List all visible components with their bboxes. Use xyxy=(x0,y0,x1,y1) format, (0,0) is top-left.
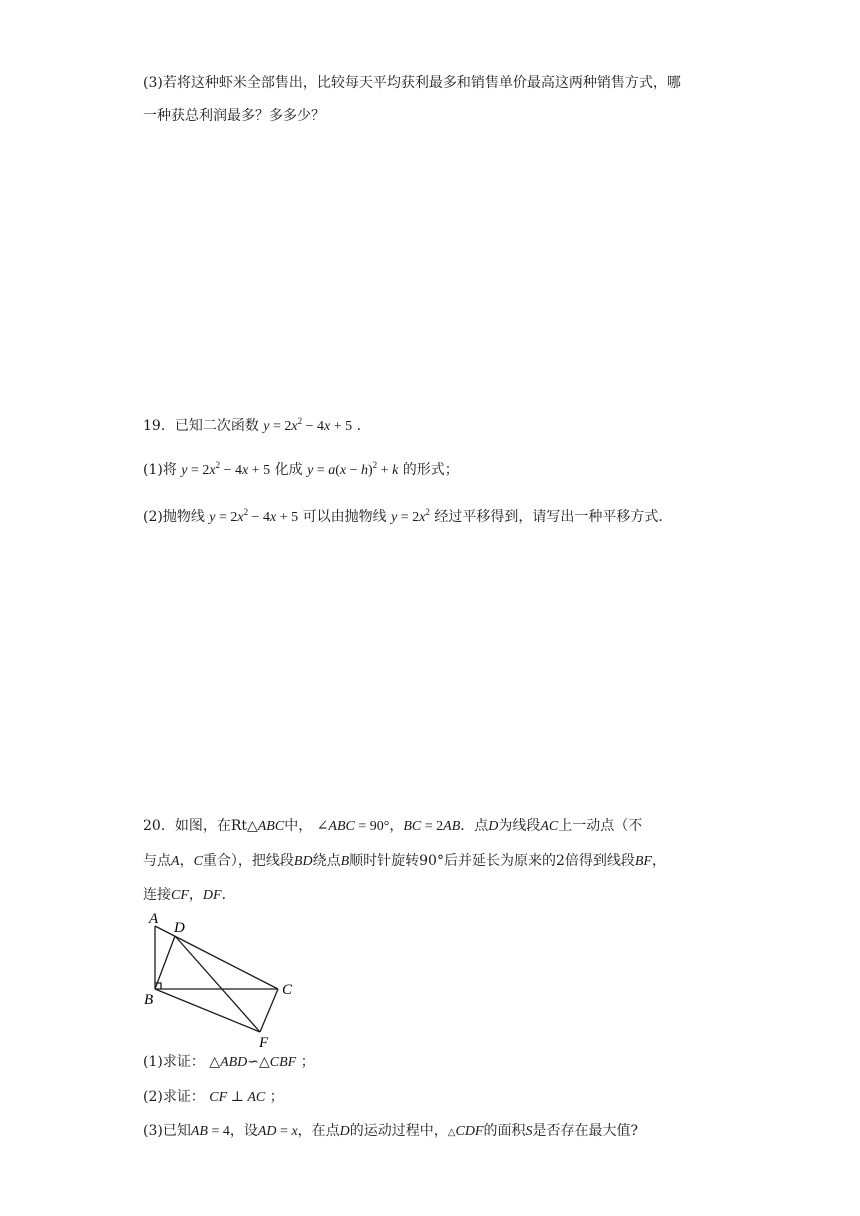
q20-geometry-figure xyxy=(140,908,310,1048)
segment-df xyxy=(175,936,260,1032)
label-f: F xyxy=(259,1035,269,1048)
q19-part2: (2)抛物线 $y = 2x^2 - 4x + 5$ 可以由抛物线 $y = 2x^2$ 经过平移得到，请写出一种平移方式． xyxy=(143,507,673,525)
q19-part1: (1)将 $y = 2x^2 - 4x + 5$ 化成 $y = a(x - h)^2 + k$ 的形式； xyxy=(143,460,459,478)
q20-part3: (3)已知AB = 4，设AD = x，在点D的运动过程中，△CDF的面积S是否存在最大值? xyxy=(143,1123,638,1139)
q18-part3-line1: (3)若将这种虾米全部售出，比较每天平均获利最多和销售单价最高这两种销售方式，哪 xyxy=(143,75,681,91)
label-c: C xyxy=(282,982,293,998)
q20-part1: (1)求证： △ABD∽△CBF ； xyxy=(143,1054,315,1070)
q20-stem-line2: 与点A，C重合），把线段BD绕点B顺时针旋转90°后并延长为原来的2倍得到线段BF， xyxy=(143,853,666,869)
label-b: B xyxy=(144,992,154,1008)
label-d: D xyxy=(174,920,185,936)
segment-bf xyxy=(155,989,260,1032)
q20-part2: (2)求证： CF ⊥ AC ； xyxy=(143,1089,284,1105)
q20-similarity: △ABD∽△CBF xyxy=(209,1055,297,1070)
q20-stem-line1: 20．如图，在Rt△ABC中， ∠ABC = 90°，BC = 2AB．点D为线段AC上一动点（不 xyxy=(143,818,643,834)
q19-formula-a: $y = 2x^2 - 4x + 5$ xyxy=(181,460,271,478)
q20-angle-condition: ∠ABC = 90°，BC = 2AB xyxy=(316,819,461,834)
segment-cf xyxy=(260,989,278,1032)
segment-bd xyxy=(155,936,175,989)
q19-function-formula: $y = 2x^2 - 4x + 5$ xyxy=(263,416,353,434)
q19-vertex-form: $y = a(x - h)^2 + k$ xyxy=(307,460,399,478)
label-a: A xyxy=(149,911,159,927)
q20-stem-line3: 连接CF，DF． xyxy=(143,887,236,903)
q18-part3-line2: 一种获总利润最多？多多少？ xyxy=(143,108,325,124)
q19-formula-b: $y = 2x^2 - 4x + 5$ xyxy=(209,507,299,525)
q20-perpendicular: CF ⊥ AC xyxy=(209,1090,266,1105)
q19-stem: 19．已知二次函数 $y = 2x^2 - 4x + 5$ ． xyxy=(143,416,371,434)
q19-formula-base: $y = 2x^2$ xyxy=(391,507,430,525)
